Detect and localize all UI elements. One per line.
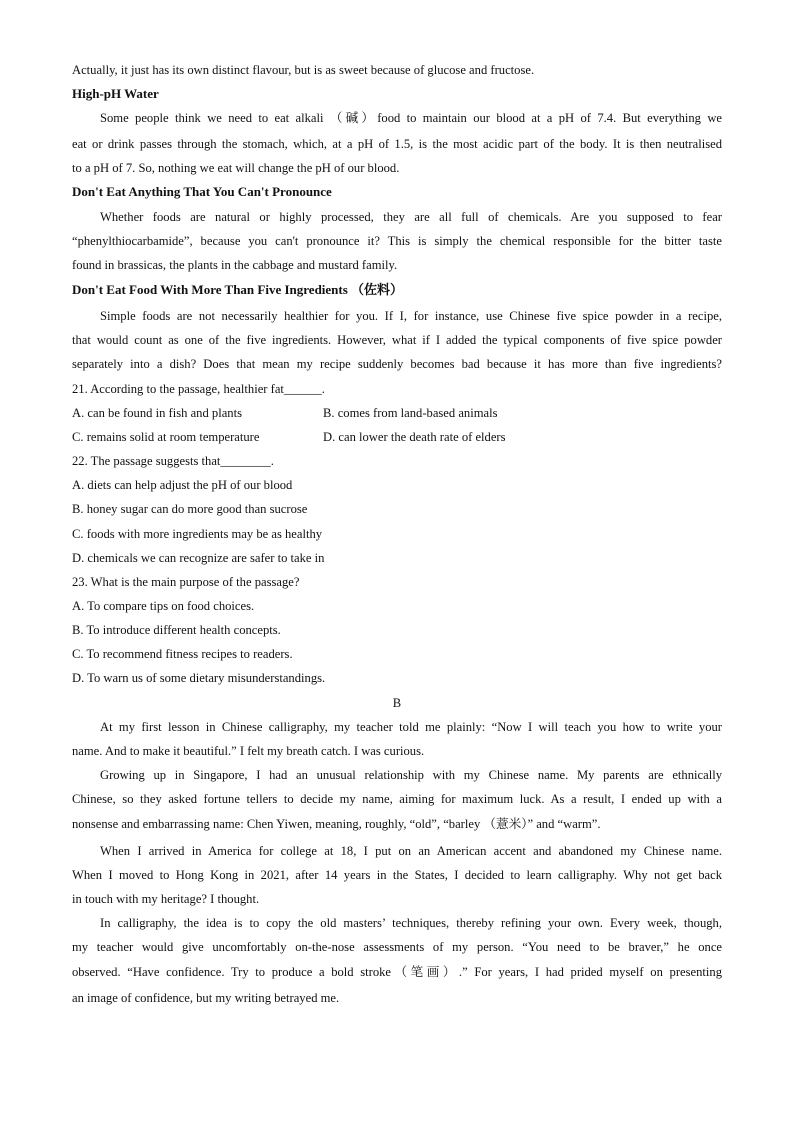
- text-line: At my first lesson in Chinese calligraphy, my teacher told me plainly: “Now I will teach you how to write your: [100, 720, 722, 734]
- text-line: to a pH of 7. So, nothing we eat will change the pH of our blood.: [72, 161, 400, 175]
- text-line: When I moved to Hong Kong in 2021, after 14 years in the States, I decided to learn calligraphy. Why not get back: [72, 868, 722, 882]
- option-21-c: C. remains solid at room temperature: [72, 430, 260, 444]
- text-line: name. And to make it beautiful.” I felt my breath catch. I was curious.: [72, 744, 425, 758]
- text-line: Actually, it just has its own distinct flavour, but is as sweet because of glucose and fructose.: [72, 63, 535, 77]
- text-line: Chinese, so they asked fortune tellers to decide my name, aiming for maximum luck. As a result, I ended up with a: [72, 792, 722, 806]
- text-line: In calligraphy, the idea is to copy the old masters’ techniques, thereby refining your own. Every week, though,: [100, 916, 722, 930]
- text-line: Some people think we need to eat alkali （碱）food to maintain our blood at a pH of 7.4. But everything we: [100, 111, 722, 125]
- option-22-a: A. diets can help adjust the pH of our blood: [72, 478, 293, 492]
- text-line: that would count as one of the five ingredients. However, what if I added the typical components of five spice powder: [72, 333, 722, 347]
- text-line: eat or drink passes through the stomach, which, at a pH of 1.5, is the most acidic part of the body. It is then neutralised: [72, 137, 722, 151]
- text-line: When I arrived in America for college at 18, I put on an American accent and abandoned my Chinese name.: [100, 844, 722, 858]
- option-21-a: A. can be found in fish and plants: [72, 406, 242, 420]
- text-line: an image of confidence, but my writing betrayed me.: [72, 991, 340, 1005]
- question-21: 21. According to the passage, healthier fat______.: [72, 382, 325, 396]
- option-22-c: C. foods with more ingredients may be as healthy: [72, 527, 323, 541]
- passage-label: B: [392, 696, 402, 710]
- section-heading: Don't Eat Food With More Than Five Ingredients （佐料）: [72, 282, 404, 297]
- text-line: Simple foods are not necessarily healthier for you. If I, for instance, use Chinese five spice powder in a recipe,: [100, 309, 722, 323]
- text-line: separately into a dish? Does that mean my recipe suddenly becomes bad because it has more than five ingredients?: [72, 357, 722, 371]
- section-heading: High-pH Water: [72, 86, 159, 101]
- question-22: 22. The passage suggests that________.: [72, 454, 274, 468]
- option-23-d: D. To warn us of some dietary misunderstandings.: [72, 671, 326, 685]
- option-21-d: D. can lower the death rate of elders: [323, 430, 506, 444]
- option-23-a: A. To compare tips on food choices.: [72, 599, 255, 613]
- option-21-b: B. comes from land-based animals: [323, 406, 498, 420]
- text-line: Whether foods are natural or highly processed, they are all full of chemicals. Are you supposed to fear: [100, 210, 722, 224]
- text-line: nonsense and embarrassing name: Chen Yiwen, meaning, roughly, “old”, “barley （薏米）” and “warm”.: [72, 817, 601, 831]
- option-23-c: C. To recommend fitness recipes to readers.: [72, 647, 293, 661]
- section-heading: Don't Eat Anything That You Can't Pronounce: [72, 184, 332, 199]
- text-line: my teacher would give uncomfortably on-the-nose assessments of my person. “You need to be braver,” he once: [72, 940, 722, 954]
- text-line: “phenylthiocarbamide”, because you can't pronounce it? This is simply the chemical responsible for the bitter taste: [72, 234, 722, 248]
- option-23-b: B. To introduce different health concepts.: [72, 623, 281, 637]
- option-22-b: B. honey sugar can do more good than sucrose: [72, 502, 308, 516]
- text-line: found in brassicas, the plants in the cabbage and mustard family.: [72, 258, 398, 272]
- text-line: in touch with my heritage? I thought.: [72, 892, 260, 906]
- text-line: observed. “Have confidence. Try to produce a bold stroke（笔画）.” For years, I had prided myself on presenting: [72, 965, 722, 979]
- option-22-d: D. chemicals we can recognize are safer to take in: [72, 551, 325, 565]
- text-line: Growing up in Singapore, I had an unusual relationship with my Chinese name. My parents are ethnically: [100, 768, 722, 782]
- question-23: 23. What is the main purpose of the passage?: [72, 575, 300, 589]
